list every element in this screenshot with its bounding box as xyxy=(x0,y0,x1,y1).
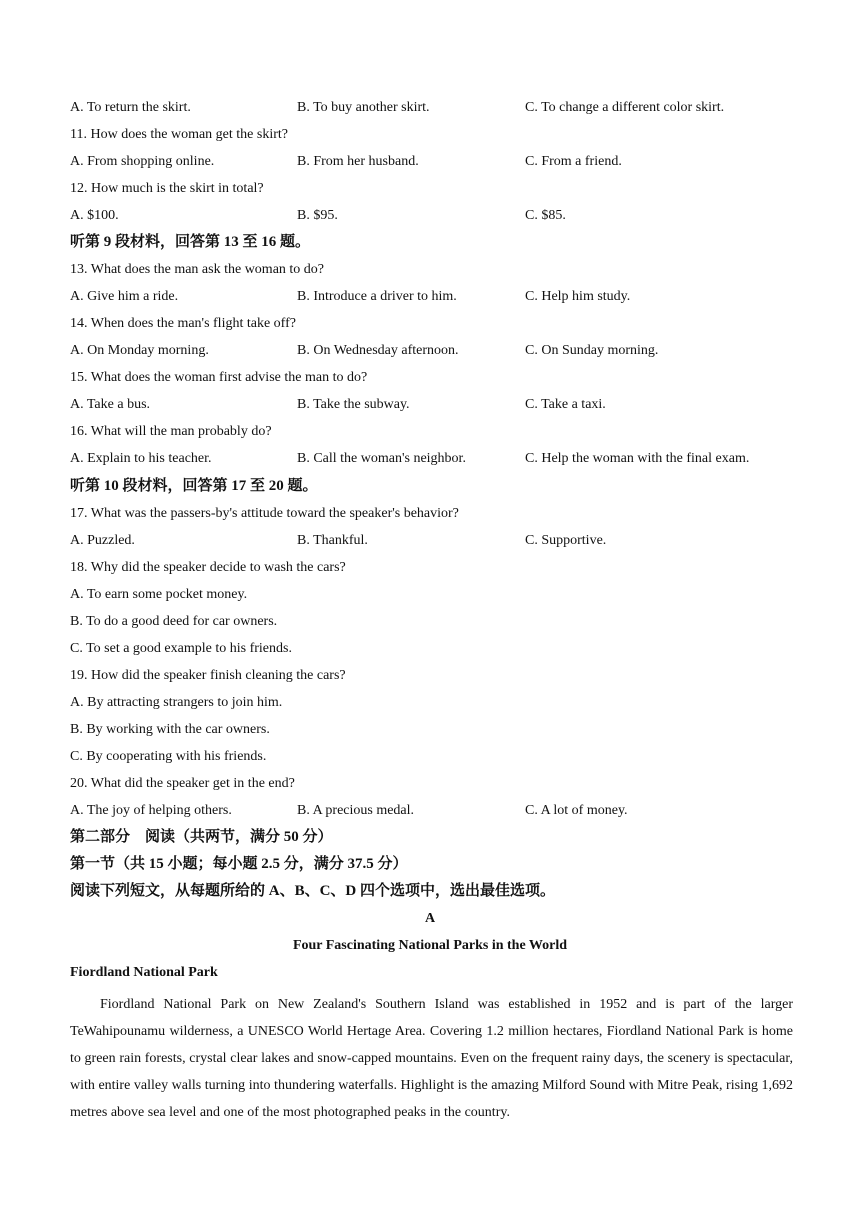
q17-option-a: A. Puzzled. xyxy=(70,533,135,548)
q18-option-c: C. To set a good example to his friends. xyxy=(70,641,292,656)
q10-option-b: B. To buy another skirt. xyxy=(297,100,430,115)
q15-option-b: B. Take the subway. xyxy=(297,397,410,412)
q16-question: 16. What will the man probably do? xyxy=(70,424,272,439)
q17-question: 17. What was the passers-by's attitude toward the speaker's behavior? xyxy=(70,506,459,521)
q14-option-a: A. On Monday morning. xyxy=(70,343,209,358)
q15-question: 15. What does the woman first advise the man to do? xyxy=(70,370,368,385)
q12-option-a: A. $100. xyxy=(70,208,119,223)
q19-question: 19. How did the speaker finish cleaning the cars? xyxy=(70,668,346,683)
q13-question: 13. What does the man ask the woman to do? xyxy=(70,262,325,277)
passage-letter: A xyxy=(424,911,436,926)
q20-option-b: B. A precious medal. xyxy=(297,803,415,818)
q16-option-c: C. Help the woman with the final exam. xyxy=(525,451,750,466)
part-2-heading: 第二部分 阅读（共两节，满分 50 分） xyxy=(70,829,333,845)
q14-question: 14. When does the man's flight take off? xyxy=(70,316,296,331)
q18-option-b: B. To do a good deed for car owners. xyxy=(70,614,278,629)
q14-option-b: B. On Wednesday afternoon. xyxy=(297,343,459,358)
q10-option-a: A. To return the skirt. xyxy=(70,100,191,115)
q20-question: 20. What did the speaker get in the end? xyxy=(70,776,295,791)
passage-title: Four Fascinating National Parks in the World xyxy=(292,938,568,953)
q19-option-c: C. By cooperating with his friends. xyxy=(70,749,267,764)
q11-option-c: C. From a friend. xyxy=(525,154,622,169)
q16-option-b: B. Call the woman's neighbor. xyxy=(297,451,466,466)
q17-option-b: B. Thankful. xyxy=(297,533,368,548)
q11-option-b: B. From her husband. xyxy=(297,154,419,169)
q18-option-a: A. To earn some pocket money. xyxy=(70,587,248,602)
q11-option-a: A. From shopping online. xyxy=(70,154,215,169)
q12-option-c: C. $85. xyxy=(525,208,566,223)
q11-question: 11. How does the woman get the skirt? xyxy=(70,127,288,142)
q12-question: 12. How much is the skirt in total? xyxy=(70,181,264,196)
q12-option-b: B. $95. xyxy=(297,208,338,223)
q13-option-a: A. Give him a ride. xyxy=(70,289,179,304)
q20-option-c: C. A lot of money. xyxy=(525,803,628,818)
q17-option-c: C. Supportive. xyxy=(525,533,607,548)
q13-option-b: B. Introduce a driver to him. xyxy=(297,289,457,304)
q19-option-a: A. By attracting strangers to join him. xyxy=(70,695,283,710)
q16-option-a: A. Explain to his teacher. xyxy=(70,451,212,466)
q15-option-c: C. Take a taxi. xyxy=(525,397,606,412)
q15-option-a: A. Take a bus. xyxy=(70,397,151,412)
reading-instruction: 阅读下列短文，从每题所给的 A、B、C、D 四个选项中，选出最佳选项。 xyxy=(70,883,556,899)
q19-option-b: B. By working with the car owners. xyxy=(70,722,270,737)
section-9-heading: 听第 9 段材料，回答第 13 至 16 题。 xyxy=(70,234,311,250)
q13-option-c: C. Help him study. xyxy=(525,289,631,304)
q18-question: 18. Why did the speaker decide to wash the cars? xyxy=(70,560,346,575)
section-10-heading: 听第 10 段材料，回答第 17 至 20 题。 xyxy=(70,478,318,494)
park-heading: Fiordland National Park xyxy=(70,965,218,980)
q14-option-c: C. On Sunday morning. xyxy=(525,343,659,358)
section-1-heading: 第一节（共 15 小题；每小题 2.5 分，满分 37.5 分） xyxy=(70,856,408,872)
q10-option-c: C. To change a different color skirt. xyxy=(525,100,725,115)
q20-option-a: A. The joy of helping others. xyxy=(70,803,232,818)
park-paragraph: Fiordland National Park on New Zealand's Southern Island was established in 1952 and is part of the larger TeWahipounamu wilderness, a UNESCO World Hertage Area. Covering 1.2 million hectares, Fiordland National Park is home to green rain forests, crystal clear lakes and snow-capped mountains. Even on the frequent rainy days, the scenery is spectacular, with entire valley walls turning into thundering waterfalls. Highlight is the amazing Milford Sound with Mitre Peak, rising 1,692 metres above sea level and one of the most photographed peaks in the country. xyxy=(70,997,793,1120)
